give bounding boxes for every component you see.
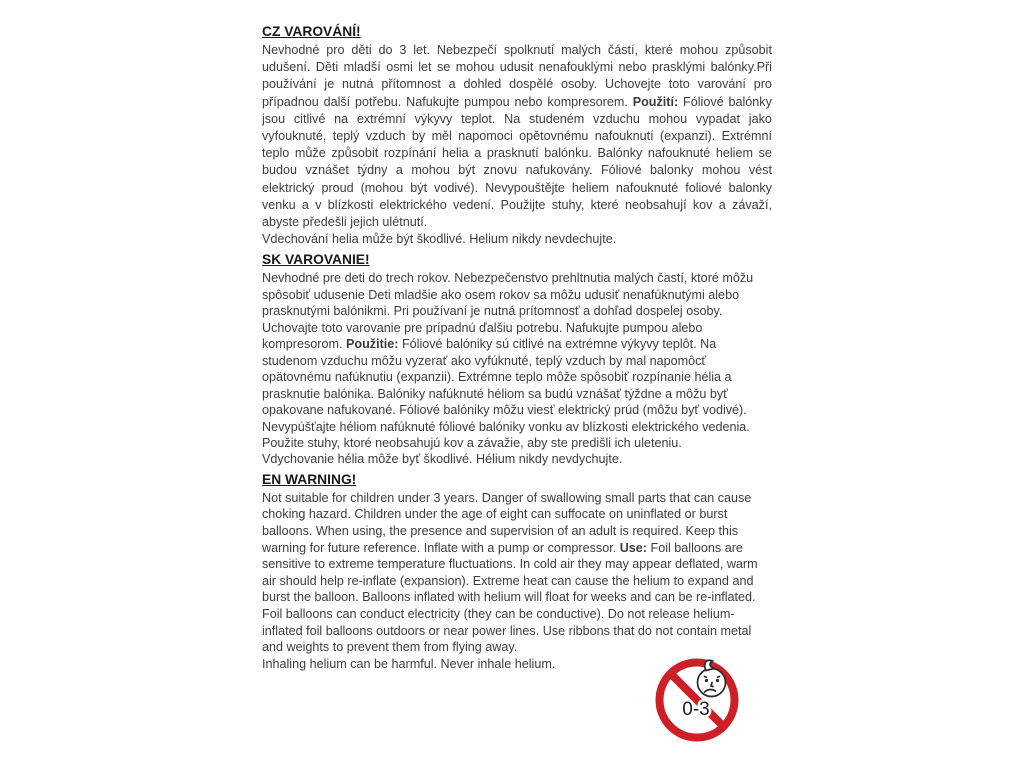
text-line: Použite stuhy, ktoré neobsahujú kov a závažie, aby ste predišli ich uleteniu. bbox=[262, 435, 682, 450]
section-en bbox=[262, 471, 772, 673]
text-line: Nevhodné pro děti do 3 let. Nebezpečí spolknutí malých částí, které mohou způsobit bbox=[262, 43, 772, 57]
section-body-sk bbox=[262, 270, 772, 451]
text-line: prasknutie balónika. Balóniky nafúknuté héliom sa budú vznášať týždne a môžu byť bbox=[262, 386, 728, 401]
text-line: air should help re-inflate (expansion). Extreme heat can cause the helium to expand and bbox=[262, 573, 754, 588]
text-line: udušení. Děti mladší osmi let se mohou udusit nenafouklými nebo prasklými balónky.Při bbox=[262, 60, 772, 75]
text-line: elektrický proud (mohou být vodivé). Nevypouštějte heliem nafouknuté foliové balonky bbox=[262, 180, 772, 195]
no-children-0-3-icon bbox=[651, 654, 743, 746]
text-line: balloons. When using, the presence and supervision of an adult is required. Keep this bbox=[262, 524, 739, 539]
text-line: prasknutými balónikmi. Pri používaní je nutná prítomnosť a dohľad dospelej osoby. bbox=[262, 304, 723, 319]
text-line: venku a v blízkosti elektrického vedení. Použijte stuhy, které neobsahují kov a závaží, bbox=[262, 197, 772, 212]
section-heading-en: EN WARNING! bbox=[262, 471, 357, 487]
text-line: sensitive to extreme temperature fluctuations. In cold air they may appear deflated, warm bbox=[262, 557, 758, 572]
section-cz bbox=[262, 23, 772, 248]
text-line: jsou citlivé na extrémní výkyvy teplot. Na studeném vzduchu mohou vypadat jako bbox=[262, 111, 772, 126]
age-range-label: 0-3 bbox=[682, 699, 710, 720]
text-line: warning for future reference. Inflate with a pump or compressor. Use: Foil balloons are bbox=[262, 540, 743, 555]
section-note-en: Inhaling helium can be harmful. Never inhale helium. bbox=[262, 656, 556, 671]
warning-sheet bbox=[262, 23, 772, 672]
text-line: Foil balloons can conduct electricity (they can be conductive). Do not release helium- bbox=[262, 607, 735, 622]
text-line: Nevhodné pre deti do trech rokov. Nebezpečenstvo prehltnutia malých častí, ktoré môžu bbox=[262, 271, 754, 286]
text-line: Not suitable for children under 3 years. Danger of swallowing small parts that can cause bbox=[262, 490, 752, 505]
text-line: opakovane nafukované. Fóliové balóniky môžu viesť elektrický prúd (môžu byť vodivé). bbox=[262, 403, 747, 418]
text-line: budou vznášet týdny a mohou být znovu nafukovány. Fóliové balonky mohou vést bbox=[262, 163, 772, 178]
section-sk bbox=[262, 251, 772, 467]
text-line: případnou další potřebu. Nafukujte pumpou nebo kompresorem. Použití: Fóliové balónky bbox=[262, 94, 772, 109]
text-line: Uchovajte toto varovanie pre prípadnú ďalšiu potrebu. Nafukujte pumpou alebo bbox=[262, 320, 703, 335]
text-line: opätovnému nafúknutiu (expanzii). Extrémne teplo môže spôsobiť rozpínanie hélia a bbox=[262, 370, 732, 385]
text-line: burst the balloon. Balloons inflated with helium will float for weeks and can be re-inflated. bbox=[262, 590, 756, 605]
text-line: and weights to prevent them from flying away. bbox=[262, 640, 518, 655]
section-heading-cz: CZ VAROVÁNÍ! bbox=[262, 24, 361, 39]
section-heading-sk: SK VAROVANIE! bbox=[262, 252, 370, 268]
text-line: abyste předešli jejich ulétnutí. bbox=[262, 215, 428, 230]
text-line: studenom vzduchu môžu vyzerať ako vyfúknuté, teplý vzduch by mal napomôcť bbox=[262, 353, 707, 368]
text-line: inflated foil balloons outdoors or near power lines. Use ribbons that do not contain metal bbox=[262, 623, 752, 638]
text-line: používání je nutná přítomnost a dohled dospělé osoby. Uchovejte toto varování pro bbox=[262, 77, 772, 92]
text-line: Nevypúšťajte héliom nafúknuté fóliové balóniky vonku av blízkosti elektrického vedenia. bbox=[262, 419, 750, 434]
text-line: vyfouknuté, teplý vzduch by měl napomoci opětovnému nafouknutí (expanzi). Extrémní bbox=[262, 129, 772, 144]
section-note-sk: Vdychovanie hélia môže byť škodlivé. Hélium nikdy nevdychujte. bbox=[262, 452, 623, 467]
text-line: kompresorom. Použitie: Fóliové balóniky sú citlivé na extrémne výkyvy teplôt. Na bbox=[262, 337, 717, 352]
text-line: choking hazard. Children under the age of eight can suffocate on uninflated or burst bbox=[262, 507, 728, 522]
text-line: teplo může způsobit rozpínání helia a prasknutí balónku. Balónky nafouknuté heliem se bbox=[262, 146, 772, 161]
section-body-cz bbox=[262, 42, 772, 231]
text-line: spôsobiť udusenie Deti mladšie ako osem rokov sa môžu udusiť nenafúknutými alebo bbox=[262, 287, 740, 302]
section-note-cz: Vdechování helia může být škodlivé. Helium nikdy nevdechujte. bbox=[262, 232, 617, 247]
section-body-en bbox=[262, 490, 772, 656]
